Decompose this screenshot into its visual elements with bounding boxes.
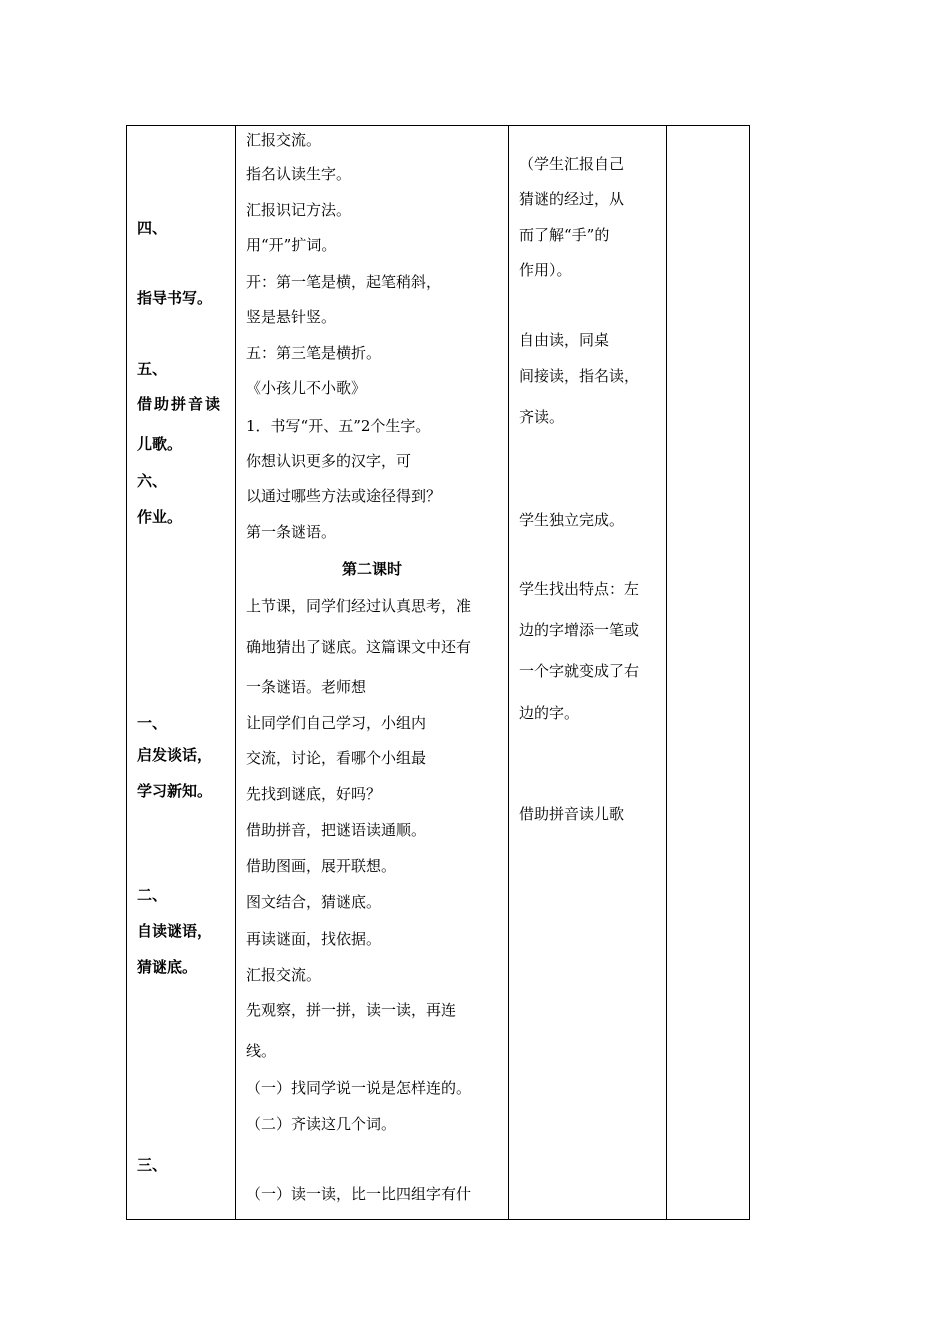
text-line: 而了解“手”的 [519,226,610,244]
lesson-subheading: 第二课时 [341,560,402,578]
step-heading: 学习新知。 [137,782,213,800]
lesson-plan-table [126,125,750,1220]
text-line: 汇报交流。 [246,966,322,984]
text-line: 一个字就变成了右 [519,662,640,680]
text-line: 用“开”扩词。 [246,236,337,254]
text-line: （二）齐读这几个词。 [246,1115,397,1133]
steps-column [127,126,235,1219]
text-line: 竖是悬针竖。 [246,308,337,326]
step-heading: 儿歌。 [137,435,183,453]
text-line: 一条谜语。老师想 [246,678,367,696]
text-line: 五：第三笔是横折。 [246,344,382,362]
text-line: 《小孩儿不小歌》 [246,379,367,397]
text-line: 开：第一笔是横，起笔稍斜， [246,273,442,291]
step-heading: 一、 [137,714,168,732]
text-line: （一）读一读，比一比四组字有什 [246,1185,472,1203]
text-line: 借助图画，展开联想。 [246,857,397,875]
text-line: 以通过哪些方法或途径得到？ [246,487,442,505]
teacher-activity-column [236,126,508,1219]
text-line: 线。 [246,1042,277,1060]
text-line: 1．书写“开、五”2个生字。 [246,417,431,435]
text-line: 猜谜的经过，从 [519,190,625,208]
text-line: 上节课，同学们经过认真思考，准 [246,597,472,615]
text-line: 指名认读生字。 [246,165,352,183]
text-line: 边的字增添一笔或 [519,621,640,639]
text-line: 你想认识更多的汉字，可 [246,452,412,470]
step-heading: 四、 [137,219,168,237]
text-line: 学生找出特点：左 [519,580,640,598]
text-line: 确地猜出了谜底。这篇课文中还有 [246,638,472,656]
step-heading: 二、 [137,886,168,904]
text-line: 齐读。 [519,408,565,426]
text-line: 边的字。 [519,704,580,722]
text-line: 自由读，同桌 [519,331,610,349]
text-line: 汇报交流。 [246,131,322,149]
text-line: 交流，讨论，看哪个小组最 [246,749,427,767]
step-heading: 三、 [137,1156,168,1174]
step-heading: 猜谜底。 [137,958,198,976]
step-heading: 自读谜语， [137,922,213,940]
text-line: 让同学们自己学习，小组内 [246,714,427,732]
step-heading: 六、 [137,472,168,490]
text-line: 再读谜面，找依据。 [246,930,382,948]
step-heading: 作业。 [137,508,183,526]
step-heading: 启发谈话， [137,746,213,764]
text-line: 借助拼音，把谜语读通顺。 [246,821,427,839]
student-activity-column [509,126,666,1219]
step-heading: 借助拼音读 [137,395,223,413]
text-line: （一）找同学说一说是怎样连的。 [246,1079,472,1097]
text-line: 图文结合，猜谜底。 [246,893,382,911]
text-line: 第一条谜语。 [246,523,337,541]
notes-column [667,126,750,1219]
text-line: 先找到谜底，好吗？ [246,785,382,803]
text-line: 汇报识记方法。 [246,201,352,219]
text-line: （学生汇报自己 [519,155,625,173]
text-line: 借助拼音读儿歌 [519,805,625,823]
step-heading: 五、 [137,360,168,378]
text-line: 学生独立完成。 [519,511,625,529]
text-line: 先观察，拼一拼，读一读，再连 [246,1001,457,1019]
text-line: 间接读，指名读， [519,367,640,385]
text-line: 作用）。 [519,261,572,279]
step-heading: 指导书写。 [137,289,213,307]
